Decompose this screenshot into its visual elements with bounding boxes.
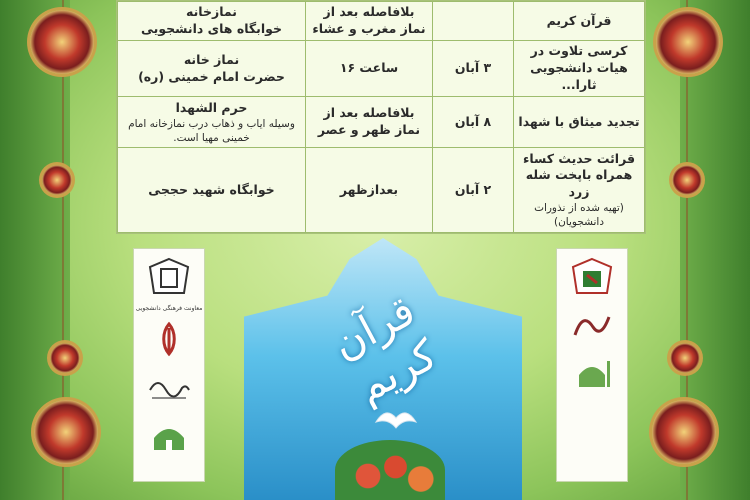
table-row [118,97,645,148]
calligraphy-logo-icon [146,368,192,408]
ornament-medallion-top-left [30,10,94,74]
mosque-logo-icon [146,416,192,456]
table-row [118,2,645,41]
ornament-medallion-left-mid [42,165,72,195]
ornament-medallion-top-right [656,10,720,74]
ornament-medallion-right-lower [670,343,700,373]
event-time: بلافاصله بعد از نماز ظهر و عصر [306,97,433,148]
event-time: بعدازظهر [306,148,433,233]
iran-emblem-icon [146,320,192,360]
event-place: خوابگاه شهید حججی [118,148,306,233]
sponsor-logos-right [556,248,628,482]
schedule-table [117,1,645,233]
ornament-medallion-bottom-right [652,400,716,464]
dove-icon [374,404,418,434]
event-date: ۸ آبان [433,97,514,148]
event-title: قرآن کریم [514,2,645,41]
quran-calligraphy: قرآن کریم [324,285,445,412]
event-title: تجدید میثاق با شهدا [514,97,645,148]
ornament-medallion-left-lower [50,343,80,373]
ornament-medallion-bottom-left [34,400,98,464]
event-date: ۲ آبان [433,148,514,233]
event-place: نماز خانه حضرت امام خمینی (ره) [118,41,306,97]
flower-bouquet [335,440,445,500]
green-mosque-logo-icon [569,353,615,393]
university-emblem-icon [146,257,192,297]
hadith-logo-icon [569,305,615,345]
schedule-panel [116,0,646,234]
basij-emblem-icon [569,257,615,297]
table-row [118,148,645,233]
event-time: ساعت ۱۶ [306,41,433,97]
event-time: بلافاصله بعد از نماز مغرب و عشاء [306,2,433,41]
event-place: نمازخانه خوابگاه های دانشجویی [118,2,306,41]
event-title: کرسی تلاوت در هیات دانشجویی ثارا... [514,41,645,97]
sponsor-logos-left [133,248,205,482]
event-date: ۳ آبان [433,41,514,97]
event-place: حرم الشهدا وسیله ایاب و ذهاب درب نمازخانه امام خمینی مهیا است. [118,97,306,148]
event-title: قرائت حدیث کساء همراه باپخت شله زرد (تهیه شده از نذورات دانشجویان) [514,148,645,233]
table-row [118,41,645,97]
event-date [433,2,514,41]
ornament-medallion-right-mid [672,165,702,195]
logo-caption: معاونت فرهنگی دانشجویی [135,305,203,312]
